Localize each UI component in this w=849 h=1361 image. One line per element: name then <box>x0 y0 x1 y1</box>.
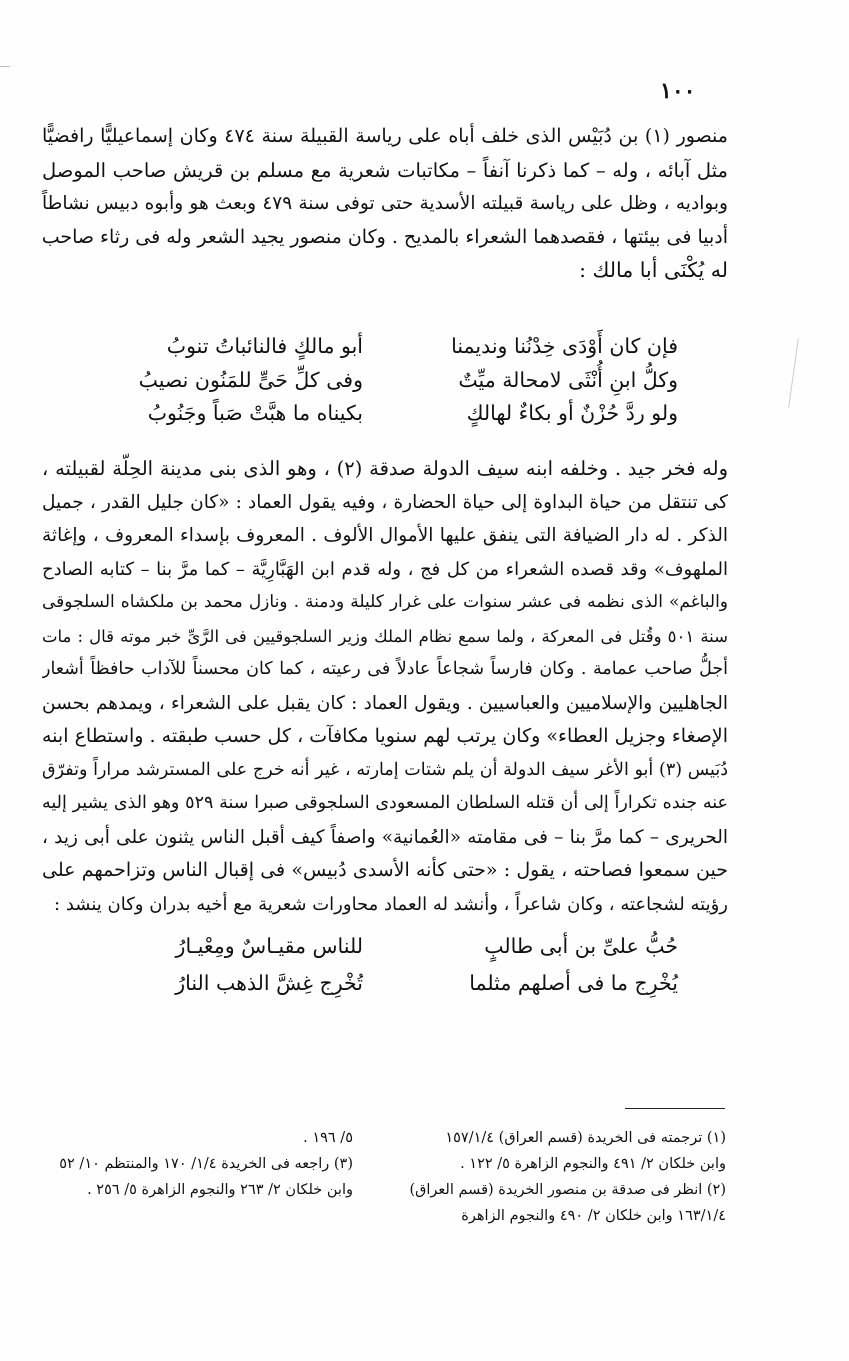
verses-2 <box>78 930 678 1004</box>
text-line: والباغم» الذى نظمه فى عشر سنوات على غرار كليلة ودمنة . ونازل محمد بن ملكشاه السلجوقى <box>42 592 728 612</box>
verse-line <box>78 364 678 398</box>
verse-hemistich-second: للناس مقيـاسٌ ومِعْيـارُ <box>175 934 363 958</box>
text-line: عنه جنده تكراراً إلى أن قتله السلطان المسعودى السلجوقى صبرا سنة ٥٢٩ وهو الذى يشير إليه <box>42 793 728 813</box>
text-line: كى تنتقل من حياة البداوة إلى حياة الحضارة ، وفيه يقول العماد : «كان جليل القدر ، جميل <box>42 491 728 513</box>
text-line: رؤيته لشجاعته ، وكان شاعراً ، وأنشد له العماد محاورات شعرية مع أخيه بدران وكان ينشد : <box>54 893 728 915</box>
verse-line <box>78 930 678 967</box>
footnote-line: (١) ترجمته فى الخريدة (قسم العراق) ١٥٧/١/٤ <box>445 1130 726 1146</box>
footnotes-left-column <box>28 1125 353 1203</box>
scan-margin-mark <box>788 338 799 407</box>
footnote-line: ٥/ ١٩٦ . <box>303 1130 353 1146</box>
footnote-line: (٣) راجعه فى الخريدة ١/٤/ ١٧٠ والمنتظم ١٠/ ٥٢ <box>59 1156 353 1172</box>
page-number: ١٠٠ <box>660 78 696 104</box>
text-line: سنة ٥٠١ وقُتل فى المعركة ، ولما سمع نظام الملك وزير السلجوقيين فى الرَّىِّ خبر موته قال : مات <box>42 626 728 646</box>
verse-hemistich-first: حُبُّ علىِّ بن أبى طالبٍ <box>484 934 678 958</box>
footnotes-right-column <box>370 1125 726 1229</box>
footnote-separator <box>625 1108 725 1109</box>
footnote-line: ١٦٣/١/٤ وابن خلكان ٢/ ٤٩٠ والنجوم الزاهرة <box>461 1208 726 1224</box>
footnote-line: وابن خلكان ٢/ ٢٦٣ والنجوم الزاهرة ٥/ ٢٥٦ . <box>87 1182 353 1198</box>
verses-1 <box>78 330 678 431</box>
text-line: حين سمعوا فصاحته ، يقول : «حتى كأنه الأسدى دُبيس» فى إقبال الناس وتزاحمهم على <box>42 859 728 881</box>
text-line: الحريرى – كما مرَّ بنا – فى مقامته «العُمانية» واصفاً كيف أقبل الناس يثنون على أبى زيد ، <box>42 826 728 848</box>
verse-line <box>78 330 678 364</box>
text-line: الذكر . له دار الضيافة التى ينفق عليها الأموال الألوف . المعروف بإسداء المعروف ، وإغاثة <box>42 525 728 546</box>
verse-hemistich-first: فإن كان أَوْدَى خِدْنُنا ونديمنا <box>451 334 678 358</box>
verse-hemistich-second: أبو مالكٍ فالنائباتُ تنوبُ <box>166 334 363 358</box>
text-line: له يُكْنَى أبا مالك : <box>579 258 728 282</box>
verse-hemistich-second: وفى كلِّ حَىٍّ للمَنُون نصيبُ <box>138 367 363 392</box>
verse-hemistich-first: ولو ردَّ حُزْنٌ أو بكاءٌ لهالكٍ <box>466 401 678 425</box>
verse-line <box>78 967 678 1004</box>
text-line: مثل آبائه ، وله – كما ذكرنا آنفاً – مكاتبات شعرية مع مسلم بن قريش صاحب الموصل <box>42 158 728 182</box>
footnote-line: (٢) انظر فى صدقة بن منصور الخريدة (قسم العراق) <box>409 1182 726 1198</box>
verse-hemistich-second: بكيناه ما هبَّتْ صَباً وجَنُوبُ <box>147 401 363 425</box>
scan-edge-mark <box>0 66 10 67</box>
paragraph-1 <box>42 120 728 288</box>
text-line: الإصغاء وجزيل العطاء» وكان يرتب لهم سنويا مكافآت ، كل حسب طبقته . واستطاع ابنه <box>42 725 728 747</box>
paragraph-2 <box>42 452 728 921</box>
text-line: أجلُّ صاحب عمامة . وكان فارساً شجاعاً عادلاً فى رعيته ، كما كان محسناً للآداب حافظاً أشعار <box>42 659 728 679</box>
text-line: أدبيا فى بيئتها ، فقصدهما الشعراء بالمديح . وكان منصور يجيد الشعر وله فى رثاء صاحب <box>42 225 728 248</box>
footnote-line: وابن خلكان ٢/ ٤٩١ والنجوم الزاهرة ٥/ ١٢٢ . <box>460 1156 726 1172</box>
verse-line <box>78 397 678 431</box>
verse-hemistich-first: وكلُّ ابنِ أُنْثَى لامحالة ميِّتٌ <box>458 367 678 392</box>
text-line: وله فخر جيد . وخلفه ابنه سيف الدولة صدقة (٢) ، وهو الذى بنى مدينة الحِلّة لقبيلته ، <box>42 457 728 480</box>
verse-hemistich-second: تُخْرِج غِشَّ الذهب النارُ <box>175 971 363 995</box>
text-line: منصور (١) بن دُبَيْس الذى خلف أباه على رياسة القبيلة سنة ٤٧٤ وكان إسماعيليًّا رافضيًّا <box>42 125 728 147</box>
verse-hemistich-first: يُخْرِج ما فى أصلهم مثلما <box>469 971 678 995</box>
text-line: دُبَيس (٣) أبو الأغر سيف الدولة أن يلم شتات إمارته ، غير أنه خرج على المسترشد مراراً وتفرّق <box>42 759 728 780</box>
text-line: وبواديه ، وظل على رياسة قبيلته الأسدية حتى توفى سنة ٤٧٩ وبعث هو وأبوه دبيس نشاطاً <box>42 193 728 214</box>
text-line: الجاهليين والإسلاميين والعباسيين . ويقول العماد : كان يقبل على الشعراء ، ويمدهم بحسن <box>42 692 728 714</box>
text-line: الملهوف» وقد قصده الشعراء من كل فج ، وله قدم ابن الهَبَّارِيَّة – كما مرَّ بنا – كتابه الصادح <box>42 558 728 580</box>
